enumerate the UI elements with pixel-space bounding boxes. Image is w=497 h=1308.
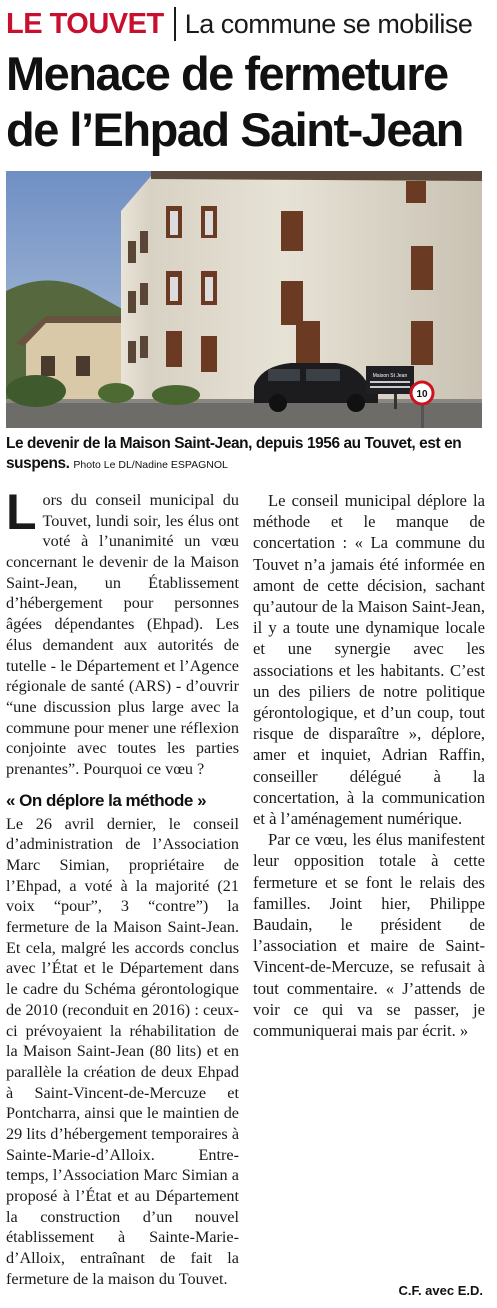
photo-speed-limit: 10 (416, 389, 428, 400)
headline-line-1: Menace de fermeture (6, 47, 448, 100)
dropcap: L (6, 484, 37, 540)
article-column-1 (6, 484, 239, 1289)
article-photo (6, 171, 482, 428)
lead-paragraph: Lors du conseil municipal du Touvet, lundi soir, les élus ont voté à l’unanimité un vœu concernant le devenir de la Maison Saint-Jean, un Établissement d’hébergement pour personnes âgées dépendantes (Ehpad). Les élus demandent aux autorités de tutelle - le Département et l’Agence régionale de santé (ARS) - d’ouvrir “une discussion plus large avec la commune pour mener une réflexion conjointe avec toutes les parties prenantes”. Pourquoi ce vœu ? (6, 484, 239, 778)
photo-credit: Photo Le DL/Nadine ESPAGNOL (73, 459, 228, 471)
kicker-text: La commune se mobilise (184, 8, 473, 39)
headline-line-2: de l’Ehpad Saint-Jean (6, 103, 463, 156)
section-header (6, 4, 491, 44)
header-divider (174, 7, 176, 41)
photo-sign-text: Maison St Jean (372, 373, 408, 379)
byline-signature: C.F. avec E.D. (398, 1283, 483, 1298)
body-paragraph-4: Par ce vœu, les élus manifestent leur opposition totale à cette fermeture et se font le relais des familles. Joint hier, Philippe Baudain, le président de l’association et maire de Saint-Vincent-de-Mercuze, se refusait à tout commentaire. « J’attends de voir ce qui va se passer, je communiquerai mais par écrit. » (253, 830, 485, 1041)
body-paragraph-2: Le 26 avril dernier, le conseil d’administration de l’Association Marc Simian, propriétaire de l’Ehpad, a voté à la majorité (21 voix “pour”, 3 “contre”) la fermeture de la Maison Saint-Jean. Et cela, malgré les accords conclus avec l’État et le Département dans le cadre du Schéma gérontologique de 2010 (reconduit en 2016) : ceux-ci prévoyaient la réhabilitation de la Maison Saint-Jean (80 lits) et en parallèle la création de deux Ehpad à Saint-Vincent-de-Mercuze et Pontcharra, ainsi que le maintien de 29 lits d’hébergement temporaires à Sainte-Marie-d’Alloix. Entre-temps, l’Association Marc Simian a proposé à l’État et au Département la construction d’un nouvel établissement à Sainte-Marie-d’Alloix, entraînant de fait la fermeture de la maison du Touvet. (6, 814, 239, 1288)
subhead: « On déplore la méthode » (6, 790, 207, 810)
headline (6, 46, 491, 158)
location-label: LE TOUVET (6, 7, 164, 40)
body-paragraph-3: Le conseil municipal déplore la méthode et le manque de concertation : « La commune du Touvet n’a jamais été informée en amont de cette décision, sachant qu’autour de la Maison Saint-Jean, il y a toute une dynamique locale et une synergie avec les associations et les habitants. C’est un des piliers de notre politique gérontologique, et d’un coup, tout risque de disparaître », déplore, amer et inquiet, Adrian Raffin, conseiller délégué à la concertation, à la communication et à l’aménagement numérique. (253, 491, 485, 829)
caption-text: Le devenir de la Maison Saint-Jean, depuis 1956 au Touvet, est en suspens. (6, 435, 462, 472)
article-column-2 (253, 490, 485, 1041)
photo-caption (6, 434, 482, 475)
